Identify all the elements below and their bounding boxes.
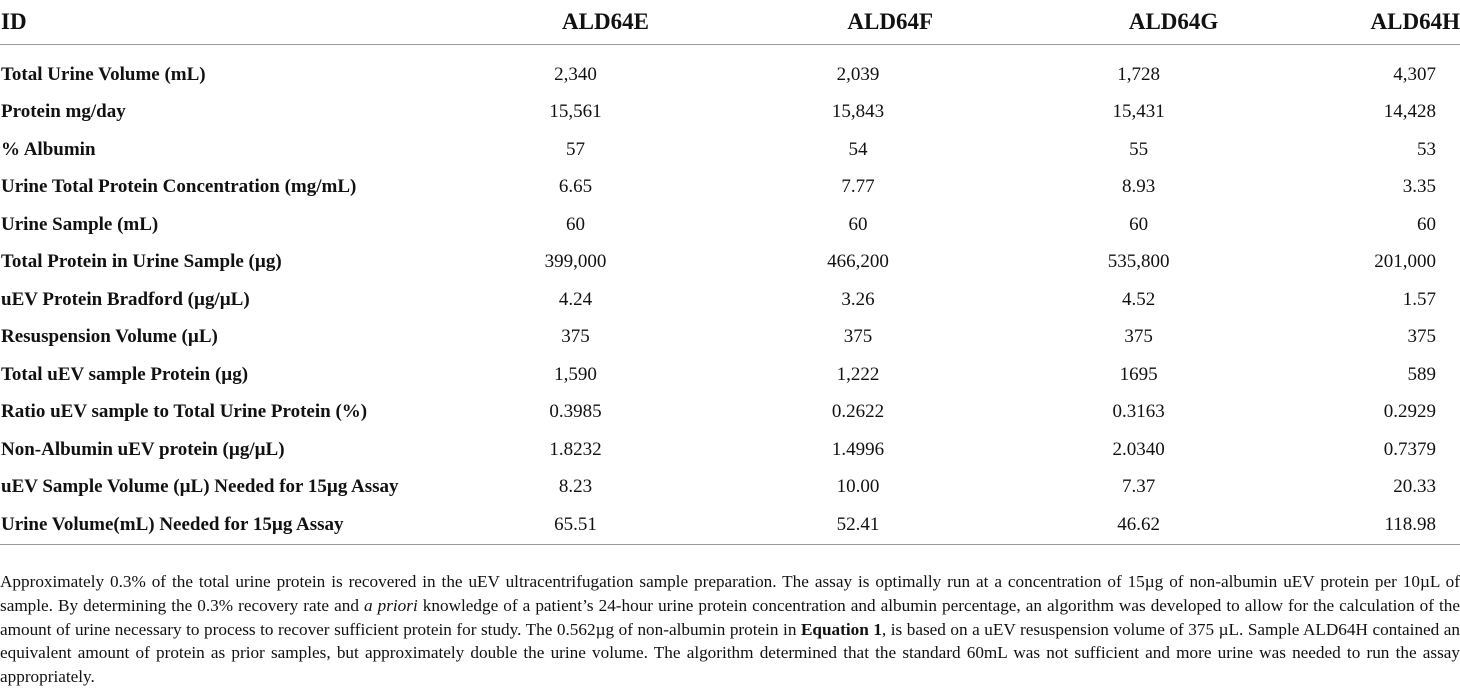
table-row	[0, 469, 1460, 507]
cell-ald64e: 60	[566, 213, 586, 235]
cell-ald64e: 375	[561, 326, 590, 348]
cell-ald64f: 466,200	[827, 251, 889, 273]
cell-ald64e: 6.65	[558, 176, 593, 198]
cell-ald64h: 201,000	[1374, 251, 1436, 273]
table-row	[0, 281, 1460, 319]
cell-ald64f: 10.00	[836, 476, 880, 498]
row-label: uEV Sample Volume (µL) Needed for 15µg Assay	[1, 476, 399, 498]
header-spacer	[0, 45, 1460, 57]
table-row	[0, 131, 1460, 169]
cell-ald64e: 2,340	[554, 63, 597, 85]
row-label: Urine Sample (mL)	[1, 213, 159, 235]
row-label: Urine Total Protein Concentration (mg/mL)	[1, 176, 357, 198]
cell-ald64h: 589	[1407, 363, 1436, 385]
cell-ald64h: 53	[1417, 138, 1436, 160]
cell-ald64h: 60	[1417, 213, 1436, 235]
cell-ald64f: 3.26	[841, 288, 875, 310]
row-label: Total Protein in Urine Sample (µg)	[1, 251, 282, 273]
row-label: Resuspension Volume (µL)	[1, 326, 218, 348]
table-row	[0, 244, 1460, 282]
table-row	[0, 169, 1460, 207]
cell-ald64g: 8.93	[1122, 176, 1156, 198]
cell-ald64g: 535,800	[1107, 251, 1170, 273]
cell-ald64g: 60	[1129, 213, 1149, 235]
cell-ald64h: 1.57	[1402, 288, 1436, 310]
cell-ald64e: 15,561	[549, 101, 602, 123]
footnote-text-1: Approximately 0.3% of the total urine protein is recovered in the uEV ultracentrifugation sample preparation. The assay is optimally run at a concentration of 15µg of non-albumin uEV protein per 10µL of sample. By determining the 0.3% recovery rate and	[0, 572, 1460, 615]
cell-ald64f: 375	[843, 326, 873, 348]
table-header	[0, 0, 1460, 56]
row-label: Total uEV sample Protein (µg)	[1, 363, 249, 385]
cell-ald64h: 375	[1407, 326, 1436, 348]
table-footnote	[0, 570, 1460, 689]
cell-ald64h: 0.2929	[1383, 401, 1436, 423]
cell-ald64f: 1.4996	[831, 438, 885, 460]
cell-ald64h: 14,428	[1383, 101, 1436, 123]
table-row	[0, 94, 1460, 132]
footnote-equation-ref: Equation 1	[800, 619, 882, 639]
cell-ald64f: 60	[848, 213, 868, 235]
footnote-text-3: , is based on a uEV resuspension volume of 375 µL. Sample ALD64H contained an equivalent amount of protein as prior samples, but approximately double the urine volume. The algorithm determined that the standard 60mL was not sufficient and more urine was needed to run the assay appropriately.	[0, 619, 1460, 687]
table-row	[0, 319, 1460, 357]
cell-ald64h: 4,307	[1393, 63, 1436, 85]
cell-ald64g: 46.62	[999, 506, 1278, 545]
header-row	[0, 0, 1460, 45]
table-row	[0, 56, 1460, 94]
cell-ald64h: 20.33	[1393, 476, 1436, 498]
cell-ald64h: 118.98	[1278, 506, 1460, 545]
cell-ald64h: 0.7379	[1383, 438, 1436, 460]
row-label: Non-Albumin uEV protein (µg/µL)	[1, 438, 285, 460]
footnote-italic: a priori	[363, 595, 418, 615]
cell-ald64f: 52.41	[717, 506, 999, 545]
cell-ald64g: 1695	[1119, 363, 1158, 385]
cell-ald64g: 0.3163	[1112, 401, 1165, 423]
cell-ald64f: 54	[848, 138, 868, 160]
footnote-text-2: knowledge of a patient’s 24-hour urine protein concentration and albumin percentage, an algorithm was developed to allow for the calculation of the amount of urine necessary to process to recover sufficient protein for study. The 0.562µg of non-albumin protein in	[0, 595, 1460, 639]
row-label: Total Urine Volume (mL)	[1, 63, 206, 85]
cell-ald64e: 65.51	[434, 506, 717, 545]
cell-ald64e: 4.24	[558, 288, 593, 310]
column-header-id: ID	[0, 0, 434, 45]
table-row	[0, 356, 1460, 394]
row-label: Protein mg/day	[1, 101, 126, 123]
column-header-ald64g: ALD64G	[999, 0, 1278, 45]
row-label: % Albumin	[1, 138, 96, 160]
cell-ald64f: 1,222	[836, 363, 880, 385]
cell-ald64g: 15,431	[1112, 101, 1165, 123]
cell-ald64g: 55	[1129, 138, 1149, 160]
table-row	[0, 431, 1460, 469]
cell-ald64f: 15,843	[831, 101, 885, 123]
cell-ald64h: 3.35	[1402, 176, 1436, 198]
row-label: Ratio uEV sample to Total Urine Protein (%)	[1, 401, 368, 423]
cell-ald64e: 0.3985	[549, 401, 602, 423]
column-header-ald64h: ALD64H	[1278, 0, 1460, 45]
cell-ald64g: 375	[1124, 326, 1153, 348]
cell-ald64f: 2,039	[836, 63, 880, 85]
table-body	[0, 56, 1460, 545]
table-row	[0, 506, 1460, 545]
cell-ald64e: 8.23	[558, 476, 593, 498]
cell-ald64e: 1,590	[554, 363, 597, 385]
cell-ald64g: 1,728	[1117, 63, 1161, 85]
row-label: uEV Protein Bradford (µg/µL)	[1, 288, 250, 310]
cell-ald64g: 7.37	[1122, 476, 1156, 498]
cell-ald64e: 399,000	[544, 251, 607, 273]
cell-ald64f: 0.2622	[831, 401, 885, 423]
table-row	[0, 206, 1460, 244]
cell-ald64e: 57	[566, 138, 586, 160]
column-header-ald64f: ALD64F	[717, 0, 999, 45]
cell-ald64f: 7.77	[841, 176, 875, 198]
table-row	[0, 394, 1460, 432]
cell-ald64e: 1.8232	[549, 438, 602, 460]
cell-ald64g: 2.0340	[1112, 438, 1165, 460]
cell-ald64g: 4.52	[1122, 288, 1156, 310]
row-label: Urine Volume(mL) Needed for 15µg Assay	[0, 506, 434, 545]
column-header-ald64e: ALD64E	[434, 0, 717, 45]
